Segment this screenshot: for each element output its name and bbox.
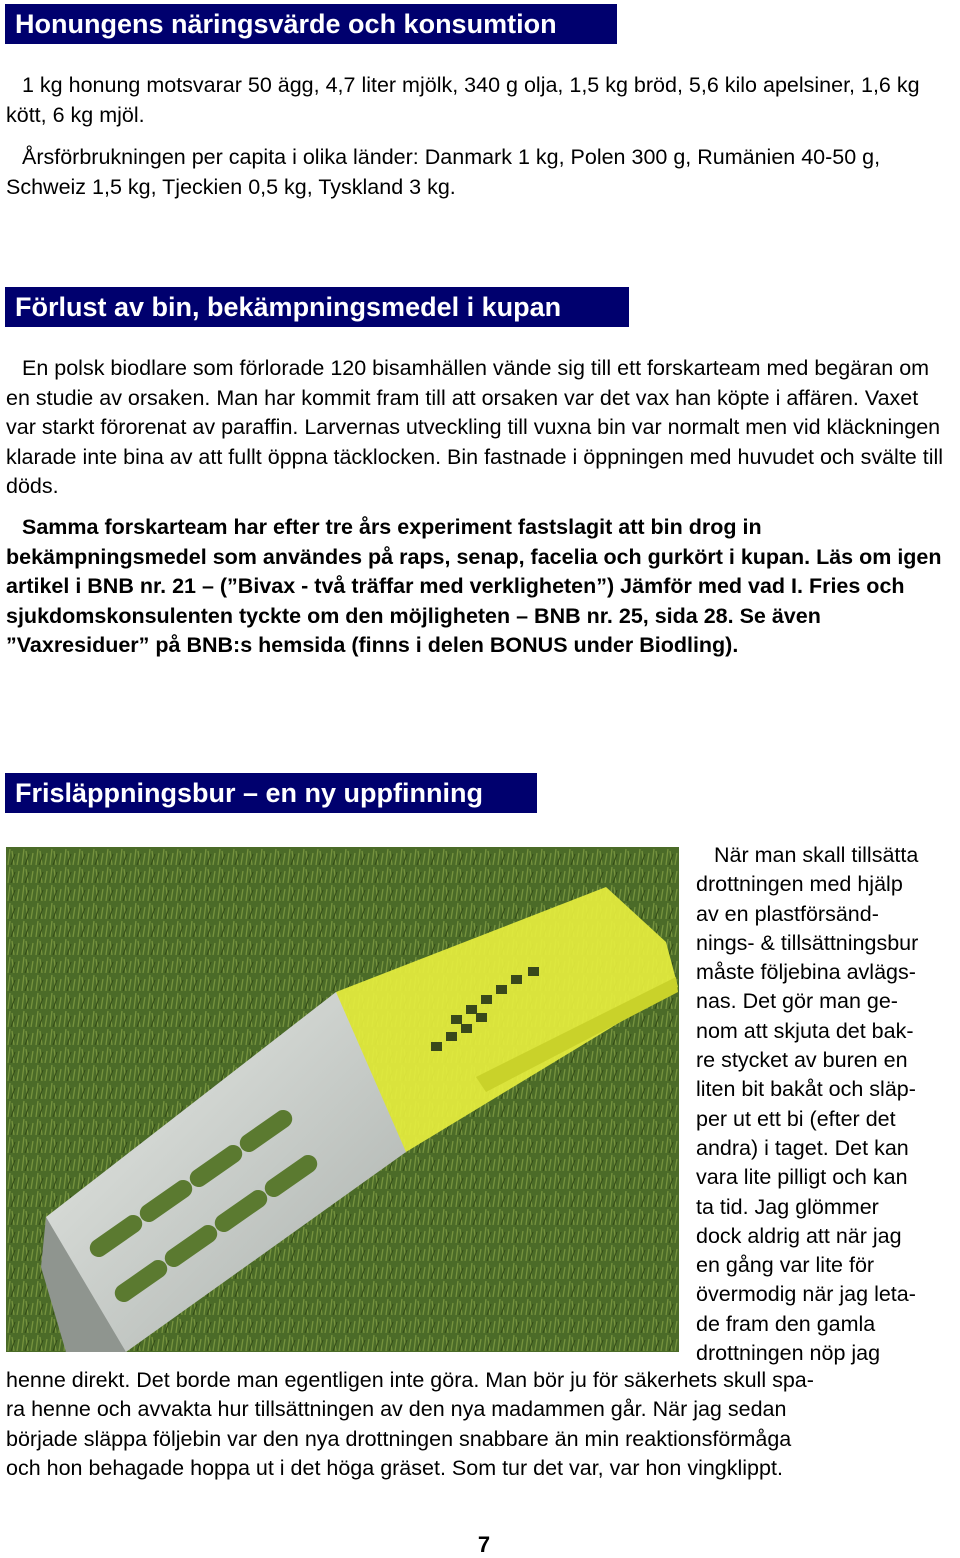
side-text-line: måste följebina avlägs-	[696, 960, 916, 985]
tail-text-line: ra henne och avvakta hur tillsättningen av den nya madammen går. När jag sedan	[6, 1397, 787, 1422]
side-text-line: nom att skjuta det bak-	[696, 1018, 914, 1043]
side-text-line: liten bit bakåt och släp-	[696, 1077, 916, 1102]
tail-text-block	[6, 1366, 956, 1483]
side-text-line: nas. Det gör man ge-	[696, 989, 898, 1014]
tail-text-line: henne direkt. Det borde man egentligen inte göra. Man bör ju för säkerhets skull spa-	[6, 1368, 814, 1392]
section-heading-release-cage: Frisläppningsbur – en ny uppfinning	[5, 773, 537, 813]
side-text-line: dock aldrig att när jag	[696, 1223, 902, 1248]
side-text-column	[696, 841, 960, 1368]
side-text-line: andra) i taget. Det kan	[696, 1135, 909, 1160]
paragraph-pesticide-research: Samma forskarteam har efter tre års experiment fastslagit att bin drog in bekämpningsmedel som användes på raps, senap, facelia och gurkört i kupan. Läs om igen artikel i BNB nr. 21 – (”Bivax - två träffar med verkligheten”) Jämför med vad I. Fries och sjukdomskonsulenten tyckte om den möjligheten – BNB nr. 25, sida 28. Se även ”Vaxresiduer” på BNB:s hemsida (finns i delen BONUS under Biodling).	[6, 515, 942, 657]
paragraph-polish-beekeeper: En polsk biodlare som förlorade 120 bisamhällen vände sig till ett forskarteam med begäran om en studie av orsaken. Man har kommit fram till att orsaken var det vax han köpte i affären. Vaxet var starkt förorenat av paraffin. Larvernas utveckling till vuxna bin var normalt men vid kläckningen klarade inte bina av att fullt öppna täcklocken. Bin fastnade i öppningen med huvudet och svälte till döds.	[6, 356, 944, 498]
side-text-line: drottningen nöp jag	[696, 1341, 881, 1366]
side-text-line: av en plastförsänd-	[696, 901, 879, 926]
side-text-line: de fram den gamla	[696, 1311, 876, 1336]
page-number: 7	[477, 1532, 491, 1557]
queen-cage-photo	[6, 847, 679, 1352]
tail-text-line: och hon behagade hoppa ut i det höga gräset. Som tur det var, var hon vingklippt.	[6, 1455, 783, 1480]
section-heading-nutrition: Honungens näringsvärde och konsumtion	[5, 4, 617, 44]
side-text-line: per ut ett bi (efter det	[696, 1106, 896, 1131]
side-text-line: övermodig när jag leta-	[696, 1282, 916, 1307]
side-text-line: en gång var lite för	[696, 1253, 875, 1278]
tail-text-line: började släppa följebin var den nya drottningen snabbare än min reaktionsförmåga	[6, 1426, 792, 1451]
side-text-line: När man skall tillsätta	[714, 843, 919, 867]
side-text-line: re stycket av buren en	[696, 1048, 908, 1073]
section-heading-bee-loss: Förlust av bin, bekämpningsmedel i kupan	[5, 287, 629, 327]
side-text-line: drottningen med hjälp	[696, 872, 903, 897]
side-text-line: ta tid. Jag glömmer	[696, 1194, 879, 1219]
paragraph-honey-equivalents: 1 kg honung motsvarar 50 ägg, 4,7 liter mjölk, 340 g olja, 1,5 kg bröd, 5,6 kilo apelsiner, 1,6 kg kött, 6 kg mjöl.	[6, 73, 920, 127]
paragraph-consumption-per-capita: Årsförbrukningen per capita i olika länder: Danmark 1 kg, Polen 300 g, Rumänien 40-50 g, Schweiz 1,5 kg, Tjeckien 0,5 kg, Tyskland 3 kg.	[6, 145, 881, 199]
queen-cage-on-grass-image	[6, 847, 679, 1352]
side-text-line: nings- & tillsättningsbur	[696, 930, 919, 955]
side-text-line: vara lite pilligt och kan	[696, 1165, 908, 1190]
